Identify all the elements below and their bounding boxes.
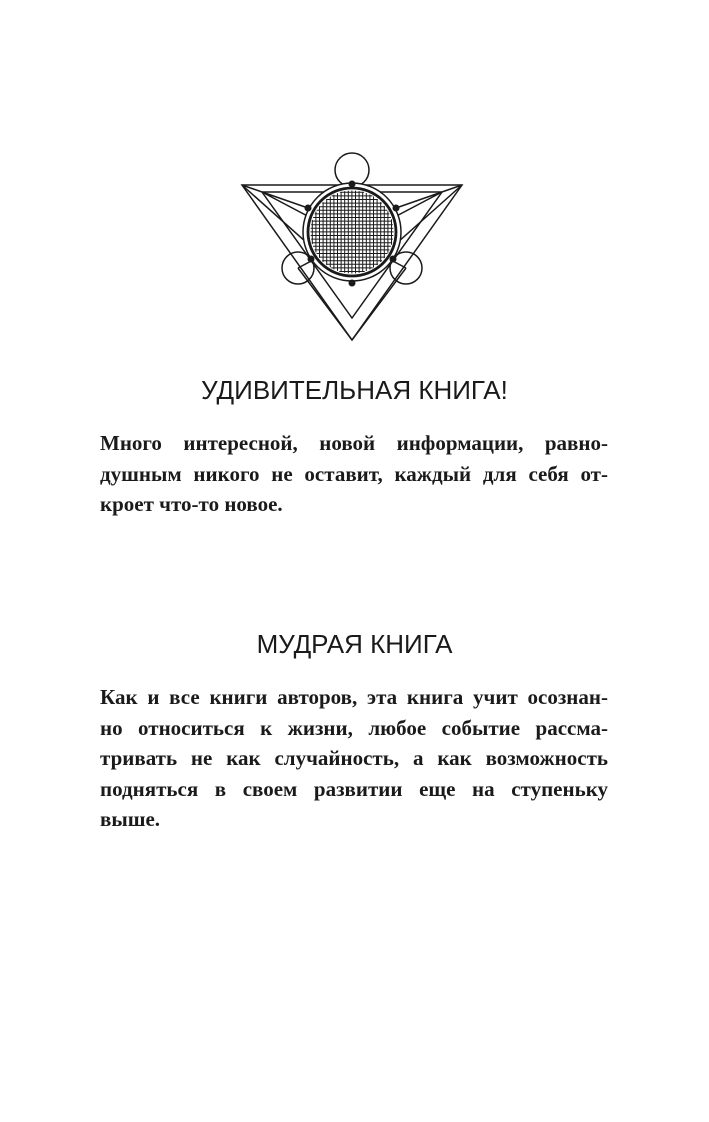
section-paragraph [100, 428, 608, 520]
emblem-dot [308, 256, 315, 263]
emblem-dot [393, 205, 400, 212]
emblem-dot [305, 205, 312, 212]
paragraph-line: кроет что-то новое. [100, 492, 283, 516]
paragraph-line: Как и все книги авторов, эта книга учит осознан- [100, 685, 608, 709]
paragraph-line: Много интересной, новой информации, равно- [100, 431, 608, 455]
section-paragraph [100, 682, 608, 835]
paragraph-line: выше. [100, 807, 161, 831]
paragraph-line: душным никого не оставит, каждый для себя от- [100, 461, 608, 486]
paragraph-line: подняться в своем развитии еще на ступеньку [100, 776, 608, 801]
emblem-dot [349, 280, 356, 287]
section-heading: УДИВИТЕЛЬНАЯ КНИГА! [201, 375, 508, 405]
paragraph-line: тривать не как случайность, а как возможность [100, 746, 608, 770]
section-heading: МУДРАЯ КНИГА [256, 629, 453, 659]
triangle-circle-emblem-icon [230, 140, 480, 350]
emblem-grid [311, 191, 394, 274]
emblem-dot [390, 256, 397, 263]
paragraph-line: но относиться к жизни, любое событие рассма- [100, 715, 608, 740]
emblem-dot [349, 181, 356, 188]
